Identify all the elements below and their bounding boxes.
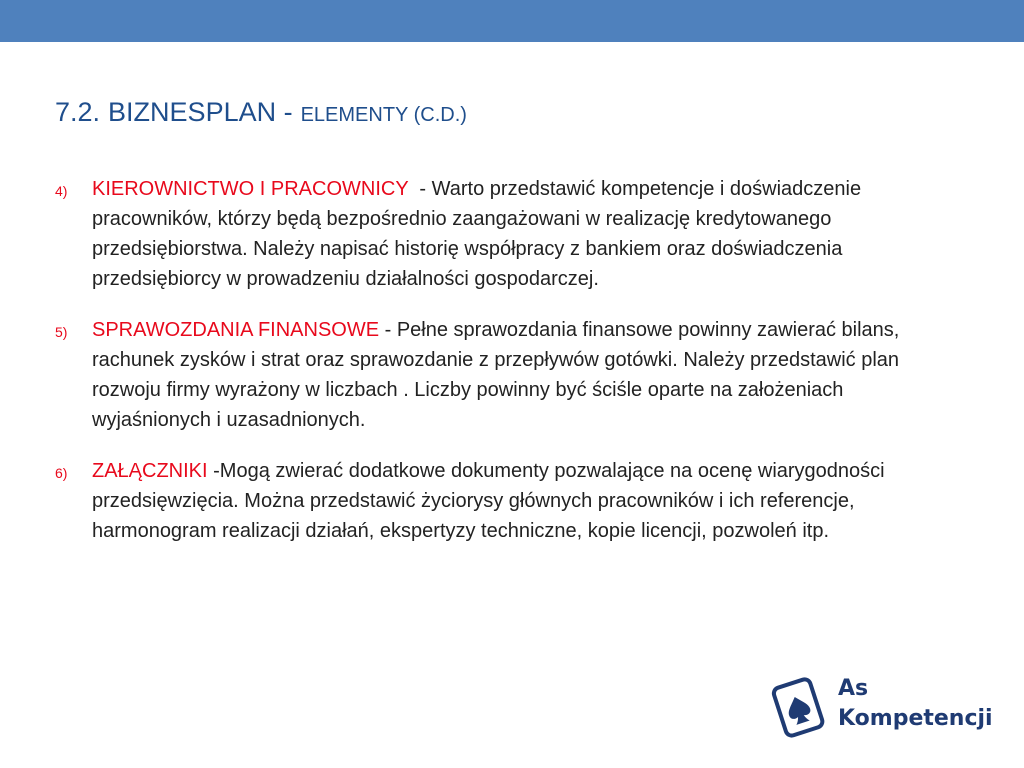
title-main: BIZNESPLAN - (108, 97, 293, 127)
title-sub: ELEMENTY (C.D.) (300, 104, 467, 126)
list-item (55, 174, 955, 294)
card-spade-icon (768, 672, 832, 742)
item-heading: SPRAWOZDANIA FINANSOWE (92, 319, 380, 341)
list-item (55, 456, 955, 546)
item-text: - Warto przedstawić kompetencje i doświadczenie pracowników, którzy będą bezpośrednio zaangażowani w realizację kredytowanego przedsiębiorstwa. Należy napisać historię współpracy z bankiem oraz doświadczenia przedsiębiorcy w prowadzeniu działalności gospodarczej. (92, 178, 867, 290)
item-text: -Mogą zwierać dodatkowe dokumenty pozwalające na ocenę wiarygodności przedsięwzięcia. Można przedstawić życiorysy głównych pracowników i ich referencje, harmonogram realizacji działań, ekspertyzy techniczne, kopie licencji, pozwoleń itp. (92, 460, 891, 542)
top-bar (0, 0, 1024, 42)
item-number: 5) (55, 324, 68, 340)
list-item (55, 315, 955, 435)
item-heading: KIEROWNICTWO I PRACOWNICY (92, 178, 409, 200)
content-list (55, 174, 955, 567)
item-text: - Pełne sprawozdania finansowe powinny zawierać bilans, rachunek zysków i strat oraz sprawozdanie z przepływów gotówki. Należy przedstawić plan rozwoju firmy wyrażony w liczbach . Liczby powinny być ściśle oparte na założeniach wyjaśnionych i uzasadnionych. (92, 319, 905, 431)
logo-text (838, 674, 993, 734)
logo (768, 672, 998, 742)
logo-line-1: As (838, 676, 869, 701)
title-number: 7.2. (55, 97, 101, 127)
item-heading: ZAŁĄCZNIKI (92, 460, 208, 482)
item-number: 4) (55, 183, 68, 199)
slide-title (55, 92, 467, 129)
item-number: 6) (55, 465, 68, 481)
logo-line-2: Kompetencji (838, 706, 993, 731)
